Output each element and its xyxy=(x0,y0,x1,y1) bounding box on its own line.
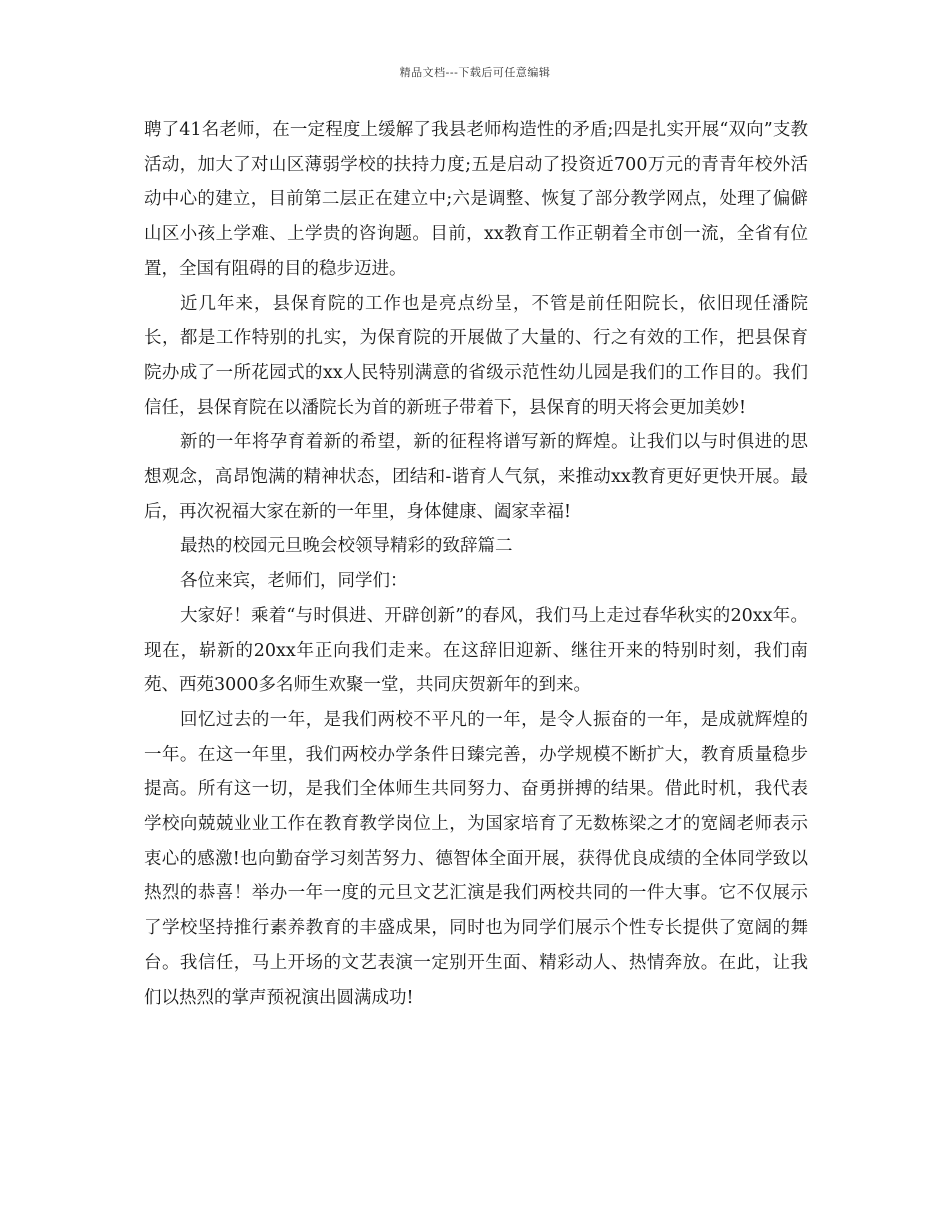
paragraph-2: 近几年来，县保育院的工作也是亮点纷呈，不管是前任阳院长，依旧现任潘院长，都是工作特别的扎实，为保育院的开展做了大量的、行之有效的工作，把县保育院办成了一所花园式的xx人民特别满意的省级示范性幼儿园是我们的工作目的。我们信任，县保育院在以潘院长为首的新班子带着下，县保育的明天将会更加美妙! xyxy=(144,293,808,418)
section-title: 最热的校园元旦晚会校领导精彩的致辞篇二 xyxy=(180,536,513,557)
salutation: 各位来宾，老师们，同学们： xyxy=(180,571,408,592)
paragraph-6: 大家好！乘着“与时俱进、开辟创新”的春风，我们马上走过春华秋实的20xx年。现在，崭新的20xx年正向我们走来。在这辞旧迎新、继往开来的特别时刻，我们南苑、西苑3000多名师生欢聚一堂，共同庆贺新年的到来。 xyxy=(144,605,808,696)
document-body xyxy=(144,113,808,1015)
paragraph-7: 回忆过去的一年，是我们两校不平凡的一年，是令人振奋的一年，是成就辉煌的一年。在这一年里，我们两校办学条件日臻完善，办学规模不断扩大，教育质量稳步提高。所有这一切，是我们全体师生共同努力、奋勇拼搏的结果。借此时机，我代表学校向兢兢业业工作在教育教学岗位上，为国家培育了无数栋梁之才的宽阔老师表示衷心的感激!也向勤奋学习刻苦努力、德智体全面开展，获得优良成绩的全体同学致以热烈的恭喜！举办一年一度的元旦文艺汇演是我们两校共同的一件大事。它不仅展示了学校坚持推行素养教育的丰盛成果，同时也为同学们展示个性专长提供了宽阔的舞台。我信任，马上开场的文艺表演一定别开生面、精彩动人、热情奔放。在此，让我们以热烈的掌声预祝演出圆满成功! xyxy=(144,709,808,1008)
paragraph-3: 新的一年将孕育着新的希望，新的征程将谱写新的辉煌。让我们以与时俱进的思想观念，高昂饱满的精神状态，团结和-谐育人气氛，来推动xx教育更好更快开展。最后，再次祝福大家在新的一年里，身体健康、阖家幸福! xyxy=(144,432,808,522)
paragraph-1: 聘了41名老师，在一定程度上缓解了我县老师构造性的矛盾;四是扎实开展“双向”支教活动，加大了对山区薄弱学校的扶持力度;五是启动了投资近700万元的青青年校外活动中心的建立，目前第二层正在建立中;六是调整、恢复了部分教学网点，处理了偏僻山区小孩上学难、上学贵的咨询题。目前，xx教育工作正朝着全市创一流，全省有位置，全国有阻碍的目的稳步迈进。 xyxy=(144,120,808,279)
page-header: 精品文档---下载后可任意编辑 xyxy=(399,66,551,79)
